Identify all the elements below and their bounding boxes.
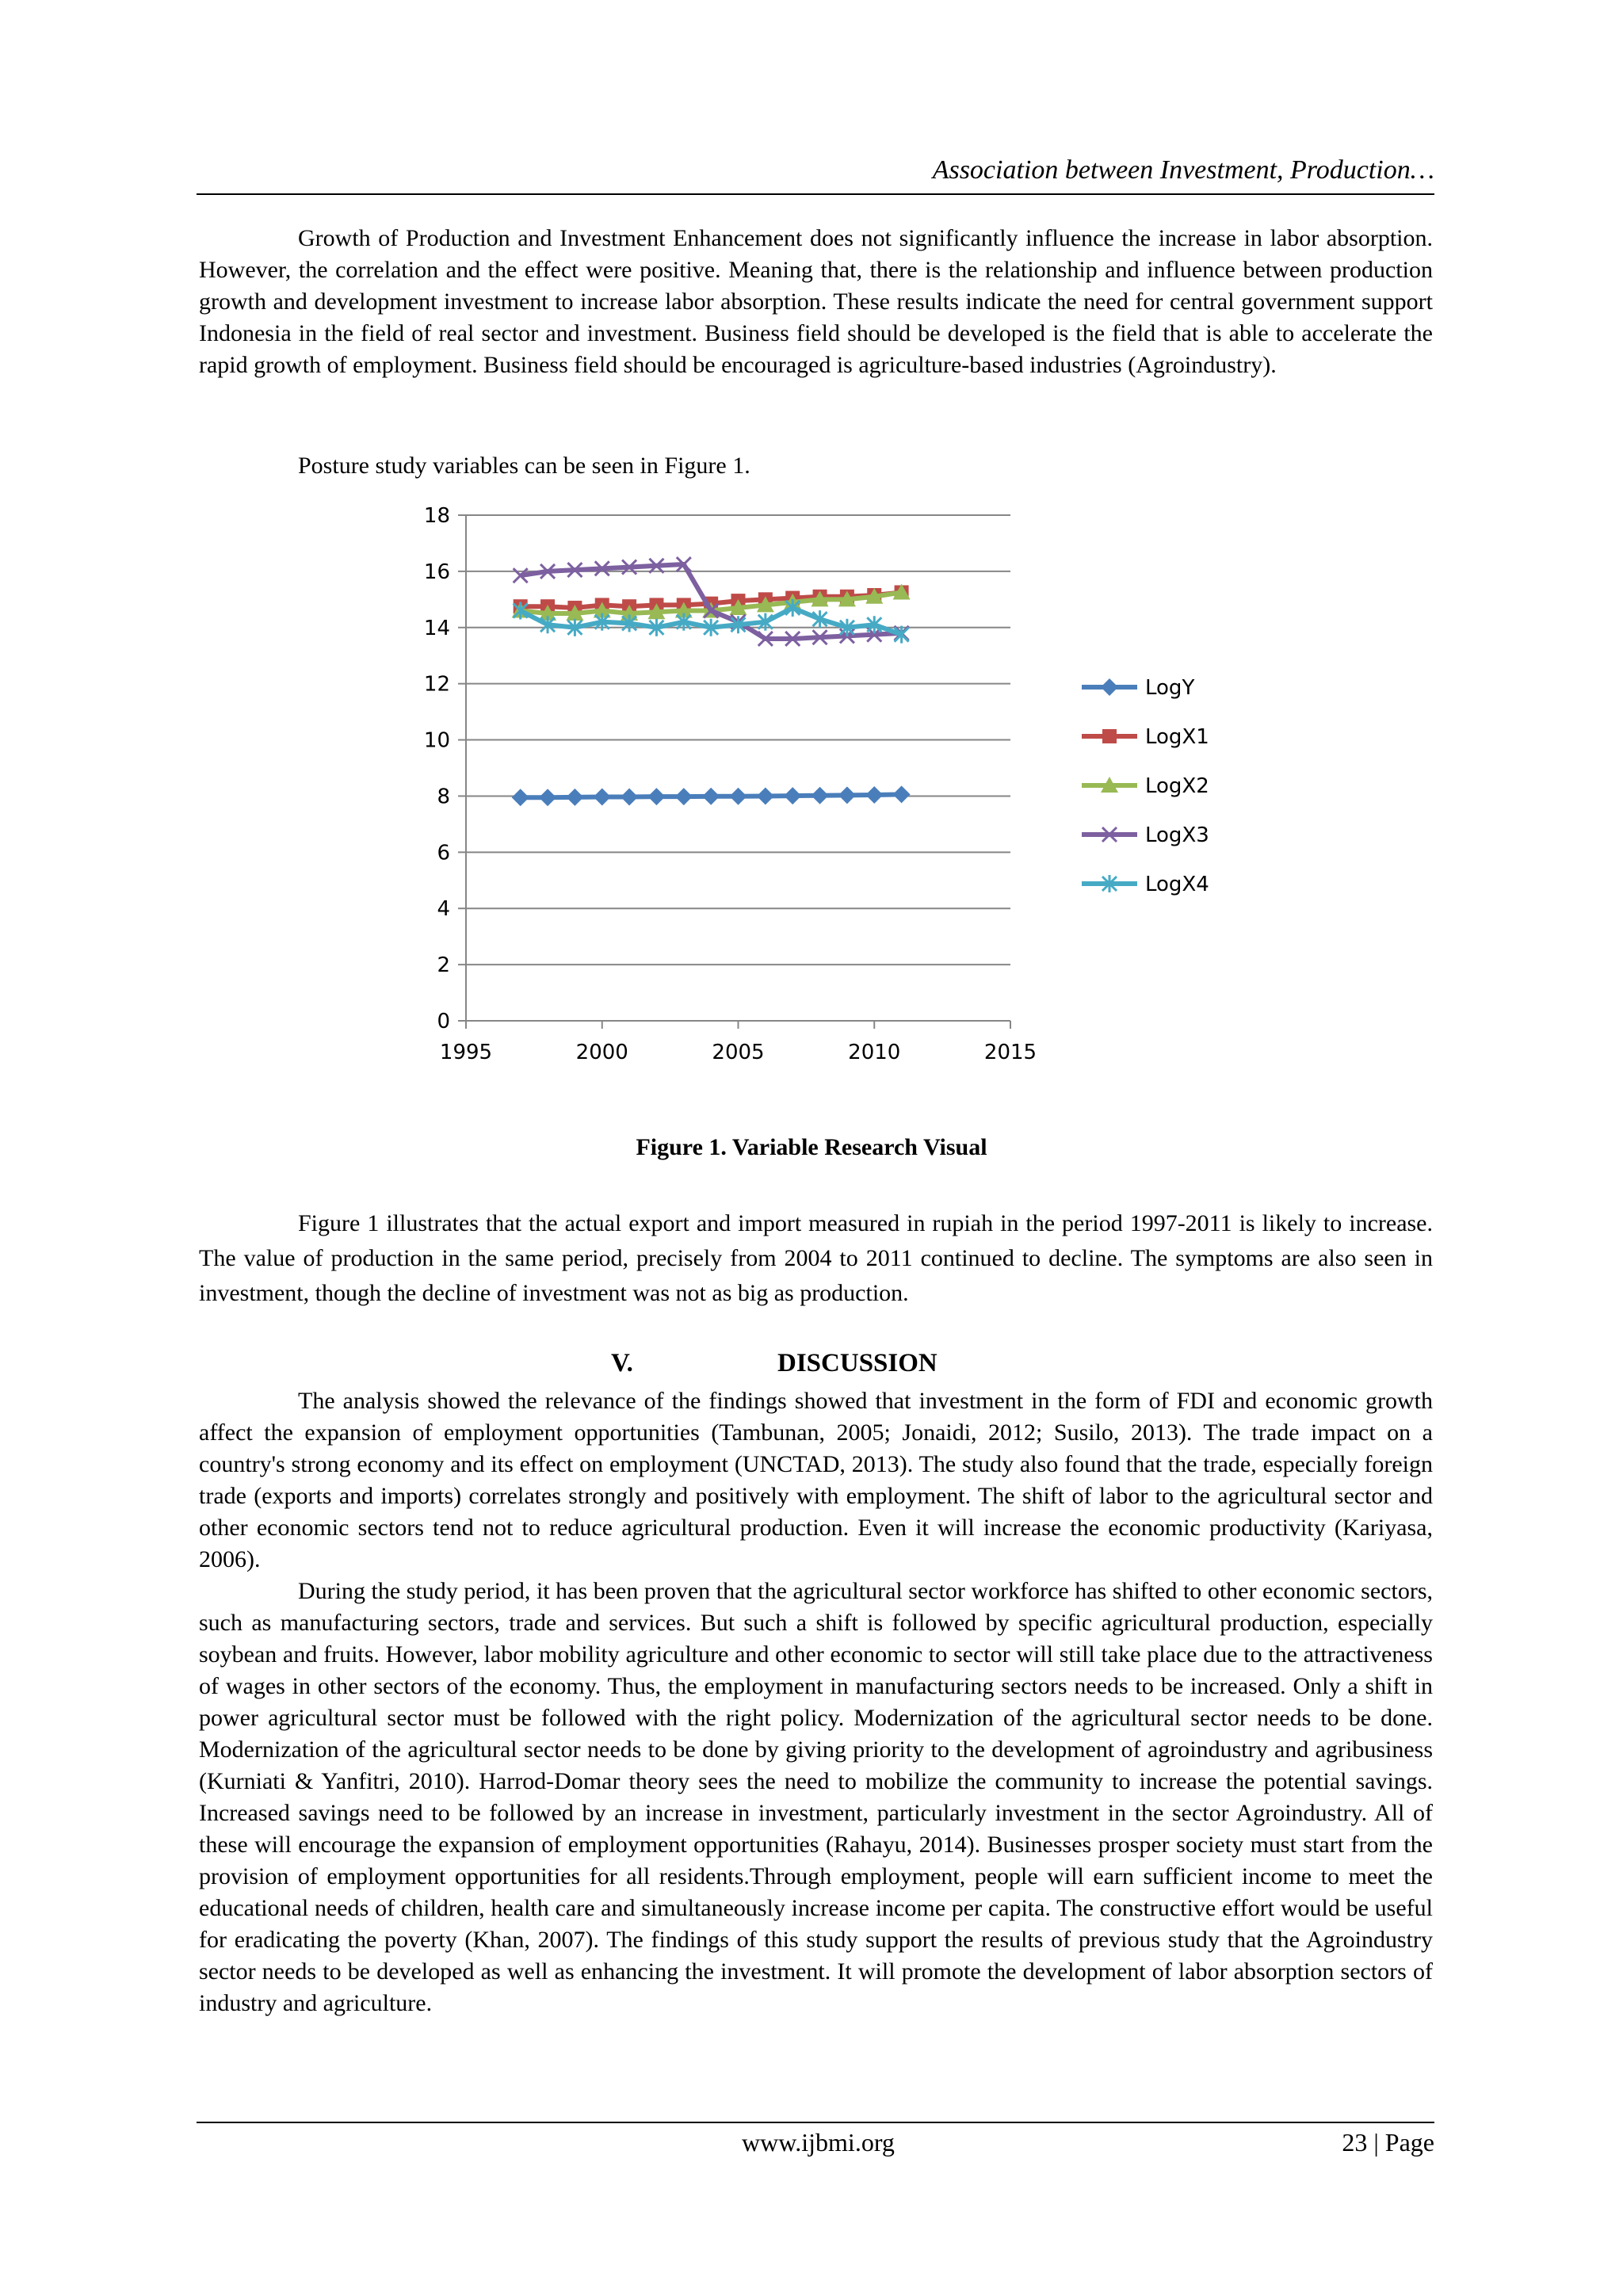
y-tick-label-8: 8 xyxy=(437,785,450,809)
point-logy-2004 xyxy=(702,788,720,805)
legend-label-logx2: LogX2 xyxy=(1145,774,1209,798)
y-tick-label-18: 18 xyxy=(423,504,450,528)
legend-entry-logx4 xyxy=(1082,873,1209,896)
legend-entry-logx2 xyxy=(1082,774,1209,798)
paragraph-results: Growth of Production and Investment Enhancement does not significantly influence the increase in labor absorption. However, the correlation and the effect were positive. Meaning that, there is the relationship and influence between production growth and development investment to increase labor absorption. These results indicate the need for central government support Indonesia in the field of real sector and investment. Business field should be developed is the field that is able to accelerate the rapid growth of employment. Business field should be encouraged is agriculture-based industries (Agroindustry). xyxy=(199,225,1433,378)
paragraph-posture: Posture study variables can be seen in Figure 1. xyxy=(298,453,750,479)
y-tick-label-14: 14 xyxy=(423,616,450,640)
y-tick-label-6: 6 xyxy=(437,841,450,865)
figure-1-chart xyxy=(380,491,1316,1078)
point-logy-2008 xyxy=(812,787,829,804)
point-logy-2000 xyxy=(594,789,611,806)
point-logy-2001 xyxy=(621,789,638,806)
series-layer xyxy=(512,557,911,806)
grid-layer xyxy=(466,515,1010,965)
footer-url[interactable]: www.ijbmi.org xyxy=(742,2128,895,2157)
running-header: Association between Investment, Production… xyxy=(932,155,1434,185)
axis-layer xyxy=(424,504,1037,1064)
x-tick-label-2015: 2015 xyxy=(983,1041,1037,1064)
footer-rule xyxy=(197,2122,1434,2123)
legend-marker-logx1 xyxy=(1102,729,1117,743)
point-logy-2005 xyxy=(730,788,747,805)
legend-entry-logx3 xyxy=(1082,823,1209,847)
x-tick-label-2005: 2005 xyxy=(712,1041,765,1064)
chart-legend xyxy=(1082,676,1209,896)
legend-marker-logy xyxy=(1101,678,1118,696)
legend-entry-logy xyxy=(1082,676,1194,700)
y-tick-label-10: 10 xyxy=(423,728,450,753)
x-tick-label-2000: 2000 xyxy=(575,1041,628,1064)
point-logy-1998 xyxy=(539,789,556,806)
series-logy xyxy=(512,785,911,806)
x-tick-label-2010: 2010 xyxy=(848,1041,901,1064)
legend-label-logx4: LogX4 xyxy=(1145,873,1209,896)
point-logy-2010 xyxy=(865,786,883,804)
point-logy-1997 xyxy=(512,789,529,806)
legend-label-logy: LogY xyxy=(1145,676,1195,700)
point-logy-2006 xyxy=(757,787,774,804)
paragraph-discussion-1: The analysis showed the relevance of the findings showed that investment in the form of FDI and economic growth affect the expansion of employment opportunities (Tambunan, 2005; Jonaidi, 2012; Susilo, 2013). The trade impact on a country's strong economy and its effect on employment (UNCTAD, 2013). The study also found that the trade, especially foreign trade (exports and imports) correlates strongly and positively with employment. The shift of labor to the agricultural sector and other economic sectors tend not to reduce agricultural production. Even it will increase the economic productivity (Kariyasa, 2006). xyxy=(199,1388,1433,1572)
point-logy-2011 xyxy=(893,785,911,803)
legend-entry-logx1 xyxy=(1082,725,1209,749)
paragraph-discussion-2: During the study period, it has been proven that the agricultural sector workforce has shifted to other economic sectors, such as manufacturing sectors, trade and services. But such a shift is followed by specific agricultural production, especially soybean and fruits. However, labor mobility agriculture and other economic to sector will still take place due to the attractiveness of wages in other sectors of the economy. Thus, the employment in manufacturing sectors needs to be increased. Only a shift in power agricultural sector must be followed with the right policy. Modernization of the agricultural sector needs to be done. Modernization of the agricultural sector needs to be done by giving priority to the development of agroindustry and agribusiness (Kurniati & Yanfitri, 2010). Harrod-Domar theory sees the need to mobilize the community to increase the potential savings. Increased savings need to be followed by an increase in investment, particularly investment in the sector Agroindustry. All of these will encourage the expansion of employment opportunities (Rahayu, 2014). Businesses prosper society must start from the provision of employment opportunities for all residents.Through employment, people will earn sufficient income to meet the educational needs of children, health care and simultaneously increase income per capita. The constructive effort would be useful for eradicating the poverty (Khan, 2007). The findings of this study support the results of previous study that the Agroindustry sector needs to be developed as well as enhancing the investment. It will promote the development of labor absorption sectors of industry and agriculture. xyxy=(199,1578,1433,2016)
legend-label-logx3: LogX3 xyxy=(1145,823,1209,847)
figure-caption: Figure 1. Variable Research Visual xyxy=(636,1134,987,1160)
point-logy-1999 xyxy=(566,789,583,806)
legend-label-logx1: LogX1 xyxy=(1145,725,1209,749)
header-rule xyxy=(197,193,1434,195)
page-number: 23 | Page xyxy=(1342,2128,1434,2157)
section-number: V. xyxy=(611,1349,633,1377)
section-title: DISCUSSION xyxy=(777,1349,938,1377)
y-tick-label-12: 12 xyxy=(423,672,450,697)
y-tick-label-4: 4 xyxy=(437,897,450,922)
point-logy-2002 xyxy=(647,788,665,805)
y-tick-label-0: 0 xyxy=(437,1010,450,1033)
point-logy-2003 xyxy=(675,788,693,805)
point-logy-2009 xyxy=(838,786,856,804)
y-tick-label-16: 16 xyxy=(423,560,450,584)
paragraph-figure-description: Figure 1 illustrates that the actual export and import measured in rupiah in the period 1997-2011 is likely to increase. The value of production in the same period, precisely from 2004 to 2011 continued to decline. The symptoms are also seen in investment, though the decline of investment was not as big as production. xyxy=(199,1210,1433,1306)
line-chart xyxy=(380,491,1316,1078)
x-tick-label-1995: 1995 xyxy=(439,1041,493,1064)
point-logy-2007 xyxy=(784,787,801,804)
y-tick-label-2: 2 xyxy=(437,953,450,978)
